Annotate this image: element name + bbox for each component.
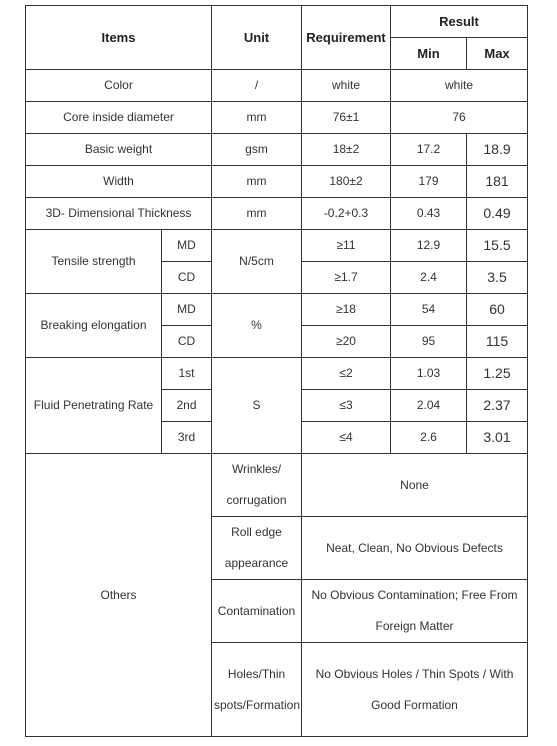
min-elongation-cd: 95 — [391, 326, 467, 358]
req-tensile-md: ≥11 — [302, 230, 391, 262]
req-color: white — [302, 70, 391, 102]
item-others: Others — [26, 454, 212, 737]
dir-tensile-md: MD — [162, 230, 212, 262]
value-contamination: No Obvious Contamination; Free From Foreign Matter — [302, 580, 528, 643]
dir-fluid-1st: 1st — [162, 358, 212, 390]
req-weight: 18±2 — [302, 134, 391, 166]
unit-core: mm — [212, 102, 302, 134]
label-holes: Holes/Thin spots/Formation — [212, 643, 302, 737]
max-thickness: 0.49 — [467, 198, 528, 230]
header-min: Min — [391, 38, 467, 70]
req-fluid-2nd: ≤3 — [302, 390, 391, 422]
header-result: Result — [391, 6, 528, 38]
value-roll-edge: Neat, Clean, No Obvious Defects — [302, 517, 528, 580]
min-width: 179 — [391, 166, 467, 198]
max-width: 181 — [467, 166, 528, 198]
unit-fluid: S — [212, 358, 302, 454]
unit-tensile: N/5cm — [212, 230, 302, 294]
header-unit: Unit — [212, 6, 302, 70]
row-thickness — [26, 198, 528, 230]
item-elongation: Breaking elongation — [26, 294, 162, 358]
req-tensile-cd: ≥1.7 — [302, 262, 391, 294]
dir-tensile-cd: CD — [162, 262, 212, 294]
header-max: Max — [467, 38, 528, 70]
unit-thickness: mm — [212, 198, 302, 230]
max-weight: 18.9 — [467, 134, 528, 166]
max-fluid-2nd: 2.37 — [467, 390, 528, 422]
row-others-wrinkles — [26, 454, 528, 517]
req-elongation-md: ≥18 — [302, 294, 391, 326]
item-core: Core inside diameter — [26, 102, 212, 134]
value-wrinkles: None — [302, 454, 528, 517]
header-items: Items — [26, 6, 212, 70]
unit-weight: gsm — [212, 134, 302, 166]
dir-elongation-cd: CD — [162, 326, 212, 358]
dir-fluid-2nd: 2nd — [162, 390, 212, 422]
unit-width: mm — [212, 166, 302, 198]
min-thickness: 0.43 — [391, 198, 467, 230]
min-fluid-2nd: 2.04 — [391, 390, 467, 422]
req-fluid-3rd: ≤4 — [302, 422, 391, 454]
row-weight — [26, 134, 528, 166]
min-tensile-cd: 2.4 — [391, 262, 467, 294]
max-elongation-md: 60 — [467, 294, 528, 326]
row-tensile-md — [26, 230, 528, 262]
unit-elongation: % — [212, 294, 302, 358]
item-thickness: 3D- Dimensional Thickness — [26, 198, 212, 230]
min-tensile-md: 12.9 — [391, 230, 467, 262]
min-weight: 17.2 — [391, 134, 467, 166]
row-color — [26, 70, 528, 102]
row-elongation-md — [26, 294, 528, 326]
row-core — [26, 102, 528, 134]
max-fluid-1st: 1.25 — [467, 358, 528, 390]
value-holes: No Obvious Holes / Thin Spots / With Good Formation — [302, 643, 528, 737]
min-fluid-1st: 1.03 — [391, 358, 467, 390]
item-color: Color — [26, 70, 212, 102]
result-color: white — [391, 70, 528, 102]
label-roll-edge: Roll edge appearance — [212, 517, 302, 580]
header-requirement: Requirement — [302, 6, 391, 70]
item-fluid: Fluid Penetrating Rate — [26, 358, 162, 454]
item-width: Width — [26, 166, 212, 198]
result-core: 76 — [391, 102, 528, 134]
dir-fluid-3rd: 3rd — [162, 422, 212, 454]
label-wrinkles: Wrinkles/ corrugation — [212, 454, 302, 517]
item-tensile: Tensile strength — [26, 230, 162, 294]
row-width — [26, 166, 528, 198]
specification-table — [25, 5, 528, 737]
max-fluid-3rd: 3.01 — [467, 422, 528, 454]
req-fluid-1st: ≤2 — [302, 358, 391, 390]
item-weight: Basic weight — [26, 134, 212, 166]
max-elongation-cd: 115 — [467, 326, 528, 358]
min-fluid-3rd: 2.6 — [391, 422, 467, 454]
max-tensile-md: 15.5 — [467, 230, 528, 262]
req-width: 180±2 — [302, 166, 391, 198]
max-tensile-cd: 3.5 — [467, 262, 528, 294]
label-contamination: Contamination — [212, 580, 302, 643]
row-fluid-1st — [26, 358, 528, 390]
req-thickness: -0.2+0.3 — [302, 198, 391, 230]
min-elongation-md: 54 — [391, 294, 467, 326]
req-core: 76±1 — [302, 102, 391, 134]
dir-elongation-md: MD — [162, 294, 212, 326]
req-elongation-cd: ≥20 — [302, 326, 391, 358]
unit-color: / — [212, 70, 302, 102]
